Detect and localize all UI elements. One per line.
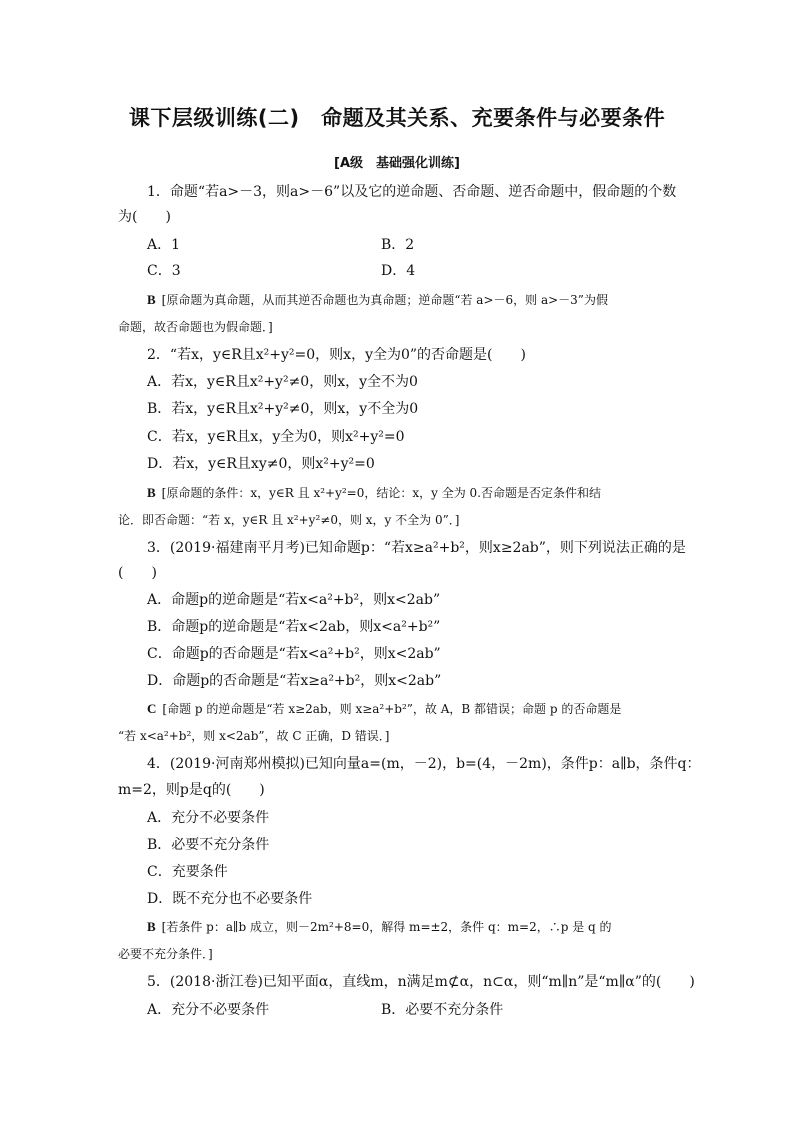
q2-answer-letter: B (147, 485, 156, 500)
q5-option-b: B．必要不充分条件 (381, 1002, 504, 1018)
q2-explanation-line1: B [原命题的条件：x，y∈R 且 x²+y²=0，结论：x，y 全为 0.否命题是否定条件和结 (147, 485, 601, 500)
q2-option-a: A．若x，y∈R且x²+y²≠0，则x，y全不为0 (147, 374, 418, 390)
q3-option-d: D．命题p的否命题是“若x≥a²+b²，则x<2ab” (147, 673, 442, 689)
q4-option-d: D．既不充分也不必要条件 (147, 891, 313, 907)
q4-option-b: B．必要不充分条件 (147, 837, 270, 853)
q2-option-c: C．若x，y∈R且x，y全为0，则x²+y²=0 (147, 429, 405, 445)
page-title: 课下层级训练(二) 命题及其关系、充要条件与必要条件 (128, 106, 666, 130)
q1-explanation-line2: 命题，故否命题也为假命题．] (118, 320, 273, 334)
q4-stem-line1: 4．(2019·河南郑州模拟)已知向量a=(m，－2)，b=(4，－2m)，条件p：a∥b，条件q： (147, 756, 701, 772)
q3-explanation-line2: “若 x<a²+b²，则 x<2ab”，故 C 正确，D 错误．] (118, 729, 390, 743)
q1-answer-letter: B (147, 292, 156, 307)
q3-option-c: C．命题p的否命题是“若x<a²+b²，则x<2ab” (147, 646, 441, 662)
q1-explanation-line1: B [原命题为真命题，从而其逆否命题也为真命题；逆命题“若 a>－6，则 a>－3”为假 (147, 292, 608, 307)
q4-explanation-line1: B [若条件 p：a∥b 成立，则－2m²+8=0，解得 m=±2，条件 q：m=2，∴p 是 q 的 (147, 919, 612, 934)
q3-answer-letter: C (147, 701, 157, 716)
q3-explanation-line1: C [命题 p 的逆命题是“若 x≥2ab，则 x≥a²+b²”，故 A，B 都错误；命题 p 的否命题是 (147, 701, 622, 716)
q1-option-c: C．3 (147, 263, 181, 279)
q4-option-c: C．充要条件 (147, 864, 228, 880)
q3-stem-line1: 3．(2019·福建南平月考)已知命题p：“若x≥a²+b²，则x≥2ab”，则下列说法正确的是 (147, 540, 686, 556)
q3-stem-line2: ( ) (118, 565, 157, 581)
q2-stem: 2．“若x，y∈R且x²+y²=0，则x，y全为0”的否命题是( ) (147, 347, 526, 363)
q4-option-a: A．充分不必要条件 (147, 810, 270, 826)
q5-stem: 5．(2018·浙江卷)已知平面α，直线m，n满足m⊄α，n⊂α，则“m∥n”是“m∥α”的( ) (147, 974, 695, 990)
q1-stem-line1: 1．命题“若a>－3，则a>－6”以及它的逆命题、否命题、逆否命题中，假命题的个数 (147, 184, 677, 200)
q1-option-d: D．4 (381, 263, 416, 279)
q2-explanation-line2: 论．即否命题：“若 x，y∈R 且 x²+y²≠0，则 x，y 不全为 0”．] (118, 513, 460, 527)
section-heading: [A级 基础强化训练] (334, 156, 460, 171)
q3-option-b: B．命题p的逆命题是“若x<2ab，则x<a²+b²” (147, 619, 441, 635)
q4-answer-letter: B (147, 919, 156, 934)
q1-stem-line2: 为( ) (118, 209, 171, 225)
q1-option-b: B．2 (381, 237, 415, 253)
q1-option-a: A．1 (147, 237, 181, 253)
q4-stem-line2: m=2，则p是q的( ) (118, 782, 265, 798)
q4-explanation-line2: 必要不充分条件．] (118, 947, 213, 961)
q2-option-b: B．若x，y∈R且x²+y²≠0，则x，y不全为0 (147, 401, 419, 417)
q2-option-d: D．若x，y∈R且xy≠0，则x²+y²=0 (147, 456, 375, 472)
q5-option-a: A．充分不必要条件 (147, 1002, 270, 1018)
q3-option-a: A．命题p的逆命题是“若x<a²+b²，则x<2ab” (147, 592, 441, 608)
